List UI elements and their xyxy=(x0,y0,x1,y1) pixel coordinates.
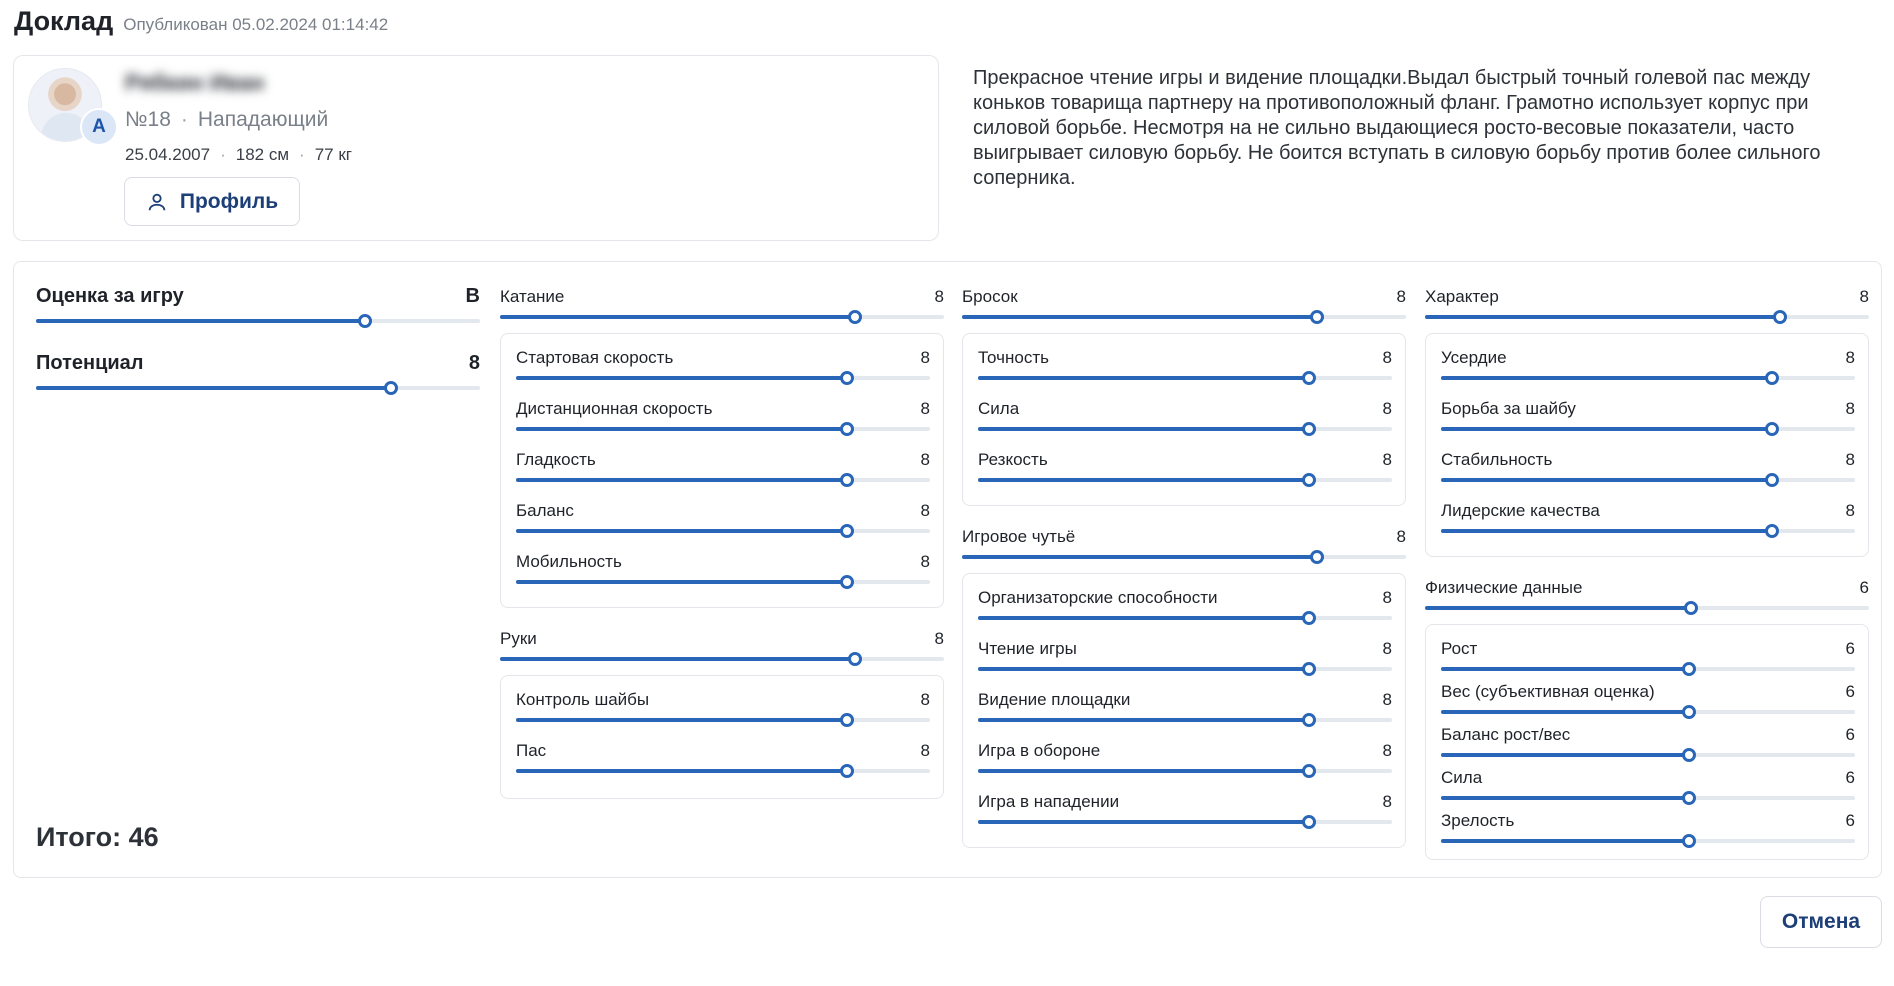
subskill-slider[interactable] xyxy=(978,399,1392,429)
slider-knob[interactable] xyxy=(840,473,854,487)
slider-knob[interactable] xyxy=(848,652,862,666)
scout-comment: Прекрасное чтение игры и видение площадки.Выдал быстрый точный голевой пас между коньков товарища партнеру на противоположный фланг. Грамотно использует корпус при силовой борьбе. Несмотря на не сильно выдающиеся росто-весовые показатели, часто выигрывает силовую борьбу. Не боится вступать в силовую борьбу против более сильного соперника. xyxy=(973,67,1821,189)
subskill-slider[interactable] xyxy=(978,741,1392,771)
slider-label: Физические данные xyxy=(1425,578,1583,597)
group-header-slider[interactable] xyxy=(962,287,1406,317)
slider-label: Усердие xyxy=(1441,348,1507,367)
slider-knob[interactable] xyxy=(1682,834,1696,848)
slider-label: Баланс рост/вес xyxy=(1441,725,1571,744)
slider-label: Стабильность xyxy=(1441,450,1553,469)
slider-knob[interactable] xyxy=(1302,371,1316,385)
subskill-slider[interactable] xyxy=(978,792,1392,822)
role-badge: A xyxy=(80,108,118,146)
slider-knob[interactable] xyxy=(840,575,854,589)
slider-label: Игра в нападении xyxy=(978,792,1120,811)
slider-value: 8 xyxy=(1845,501,1855,520)
subskill-slider[interactable] xyxy=(1441,811,1855,841)
subskill-slider[interactable] xyxy=(516,552,930,582)
slider-value: 6 xyxy=(1845,682,1855,701)
slider-label: Игра в обороне xyxy=(978,741,1101,760)
player-physical: 25.04.2007 · 182 см · 77 кг xyxy=(125,145,352,164)
slider-knob[interactable] xyxy=(1302,611,1316,625)
slider-value: 8 xyxy=(920,450,930,469)
player-birthdate: 25.04.2007 xyxy=(125,145,211,164)
slider-knob[interactable] xyxy=(848,310,862,324)
profile-button-label: Профиль xyxy=(179,189,279,213)
slider-knob[interactable] xyxy=(1684,601,1698,615)
slider-knob[interactable] xyxy=(358,314,372,328)
slider-value: 8 xyxy=(1845,399,1855,418)
subskill-slider[interactable] xyxy=(978,588,1392,618)
slider-knob[interactable] xyxy=(1765,524,1779,538)
slider-value: 8 xyxy=(1396,287,1406,306)
subskill-slider[interactable] xyxy=(1441,682,1855,712)
slider-value: 8 xyxy=(920,501,930,520)
subskill-slider[interactable] xyxy=(516,450,930,480)
subskill-slider[interactable] xyxy=(1441,639,1855,669)
slider-knob[interactable] xyxy=(1310,550,1324,564)
slider-label: Рост xyxy=(1441,639,1478,658)
slider-value: 8 xyxy=(1382,690,1392,709)
slider-value: 8 xyxy=(1396,527,1406,546)
slider-label: Игровое чутьё xyxy=(962,527,1076,546)
slider-label: Лидерские качества xyxy=(1441,501,1600,520)
subskill-slider[interactable] xyxy=(1441,399,1855,429)
slider-knob[interactable] xyxy=(1302,815,1316,829)
subskill-slider[interactable] xyxy=(516,690,930,720)
slider-knob[interactable] xyxy=(1302,713,1316,727)
slider-label: Сила xyxy=(1441,768,1483,787)
slider-label: Руки xyxy=(500,629,537,648)
slider-value: 8 xyxy=(1382,399,1392,418)
subskill-slider[interactable] xyxy=(516,348,930,378)
slider-knob[interactable] xyxy=(840,713,854,727)
slider-value: 6 xyxy=(1845,811,1855,830)
slider-value: 8 xyxy=(1382,450,1392,469)
player-name: Рябкин Иван xyxy=(125,70,265,95)
group-header-slider[interactable] xyxy=(1425,287,1869,317)
slider-knob[interactable] xyxy=(840,524,854,538)
published-date: Опубликован 05.02.2024 01:14:42 xyxy=(123,15,389,34)
slider-knob[interactable] xyxy=(1682,662,1696,676)
slider-knob[interactable] xyxy=(840,422,854,436)
slider-label: Оценка за игру xyxy=(36,285,184,307)
slider-knob[interactable] xyxy=(1773,310,1787,324)
slider-knob[interactable] xyxy=(1302,764,1316,778)
slider-label: Сила xyxy=(978,399,1020,418)
page-title: Доклад xyxy=(14,6,114,36)
potential-slider[interactable] xyxy=(36,352,480,392)
player-height: 182 см xyxy=(235,145,290,164)
group-header-slider[interactable] xyxy=(1425,578,1869,608)
slider-value: 8 xyxy=(1845,450,1855,469)
slider-knob[interactable] xyxy=(840,371,854,385)
slider-value: 8 xyxy=(934,629,944,648)
slider-knob[interactable] xyxy=(1765,422,1779,436)
slider-value: 8 xyxy=(920,399,930,418)
group-header-slider[interactable] xyxy=(500,629,944,659)
subskill-slider[interactable] xyxy=(1441,725,1855,755)
player-number-position: №18 · Нападающий xyxy=(125,108,329,131)
slider-value: 8 xyxy=(1382,639,1392,658)
subskill-slider[interactable] xyxy=(978,348,1392,378)
slider-label: Бросок xyxy=(962,287,1018,306)
slider-value: 6 xyxy=(1845,639,1855,658)
total-score: Итого: 46 xyxy=(36,822,159,852)
slider-knob[interactable] xyxy=(1310,310,1324,324)
subskills-box xyxy=(500,675,944,799)
subskill-slider[interactable] xyxy=(516,741,930,771)
group-header-slider[interactable] xyxy=(962,527,1406,557)
slider-knob[interactable] xyxy=(1682,705,1696,719)
cancel-button[interactable]: Отмена xyxy=(1760,896,1882,948)
slider-value: 8 xyxy=(1382,588,1392,607)
slider-value: 8 xyxy=(920,690,930,709)
slider-knob[interactable] xyxy=(1765,371,1779,385)
slider-label: Чтение игры xyxy=(978,639,1077,658)
slider-label: Катание xyxy=(500,287,565,306)
subskill-slider[interactable] xyxy=(1441,768,1855,798)
subskills-box xyxy=(962,573,1406,848)
slider-label: Стартовая скорость xyxy=(516,348,674,367)
slider-label: Характер xyxy=(1425,287,1499,306)
subskill-slider[interactable] xyxy=(516,501,930,531)
game-rating-slider[interactable] xyxy=(36,285,480,325)
slider-label: Контроль шайбы xyxy=(516,690,650,709)
player-number: №18 xyxy=(125,108,171,131)
slider-label: Пас xyxy=(516,741,547,760)
subskill-slider[interactable] xyxy=(1441,348,1855,378)
slider-value: 8 xyxy=(920,348,930,367)
slider-value: 6 xyxy=(1859,578,1869,597)
slider-value: 8 xyxy=(1382,348,1392,367)
slider-value: 6 xyxy=(1845,725,1855,744)
slider-value: 8 xyxy=(1859,287,1869,306)
slider-value: 8 xyxy=(1382,741,1392,760)
slider-label: Точность xyxy=(978,348,1049,367)
slider-value: 8 xyxy=(920,741,930,760)
slider-value: 6 xyxy=(1845,768,1855,787)
slider-knob[interactable] xyxy=(1302,473,1316,487)
slider-knob[interactable] xyxy=(840,764,854,778)
slider-label: Гладкость xyxy=(516,450,596,469)
slider-value: 8 xyxy=(468,352,480,374)
slider-label: Видение площадки xyxy=(978,690,1131,709)
player-weight: 77 кг xyxy=(314,145,352,164)
slider-knob[interactable] xyxy=(1682,791,1696,805)
profile-button[interactable] xyxy=(124,177,300,226)
subskills-box xyxy=(962,333,1406,506)
player-card xyxy=(13,55,939,241)
slider-value: 8 xyxy=(1845,348,1855,367)
slider-value: 8 xyxy=(934,287,944,306)
slider-label: Потенциал xyxy=(36,352,144,374)
slider-knob[interactable] xyxy=(1682,748,1696,762)
slider-value: B xyxy=(465,285,480,307)
subskill-slider[interactable] xyxy=(1441,501,1855,531)
slider-knob[interactable] xyxy=(384,381,398,395)
subskill-slider[interactable] xyxy=(978,450,1392,480)
summary-column xyxy=(36,285,480,392)
slider-label: Борьба за шайбу xyxy=(1441,399,1576,418)
slider-label: Резкость xyxy=(978,450,1048,469)
page-header xyxy=(14,6,388,37)
slider-value: 8 xyxy=(920,552,930,571)
subskill-slider[interactable] xyxy=(1441,450,1855,480)
user-icon xyxy=(146,191,168,213)
slider-label: Мобильность xyxy=(516,552,622,571)
slider-knob[interactable] xyxy=(1302,422,1316,436)
slider-label: Вес (субъективная оценка) xyxy=(1441,682,1655,701)
subskill-slider[interactable] xyxy=(516,399,930,429)
subskill-slider[interactable] xyxy=(978,690,1392,720)
slider-label: Баланс xyxy=(516,501,574,520)
slider-knob[interactable] xyxy=(1765,473,1779,487)
subskill-slider[interactable] xyxy=(978,639,1392,669)
slider-knob[interactable] xyxy=(1302,662,1316,676)
slider-label: Дистанционная скорость xyxy=(516,399,713,418)
subskills-box xyxy=(500,333,944,608)
subskills-box xyxy=(1425,333,1869,557)
slider-label: Зрелость xyxy=(1441,811,1515,830)
slider-value: 8 xyxy=(1382,792,1392,811)
player-position: Нападающий xyxy=(197,108,329,131)
group-header-slider[interactable] xyxy=(500,287,944,317)
slider-label: Организаторские способности xyxy=(978,588,1218,607)
subskills-box xyxy=(1425,624,1869,860)
